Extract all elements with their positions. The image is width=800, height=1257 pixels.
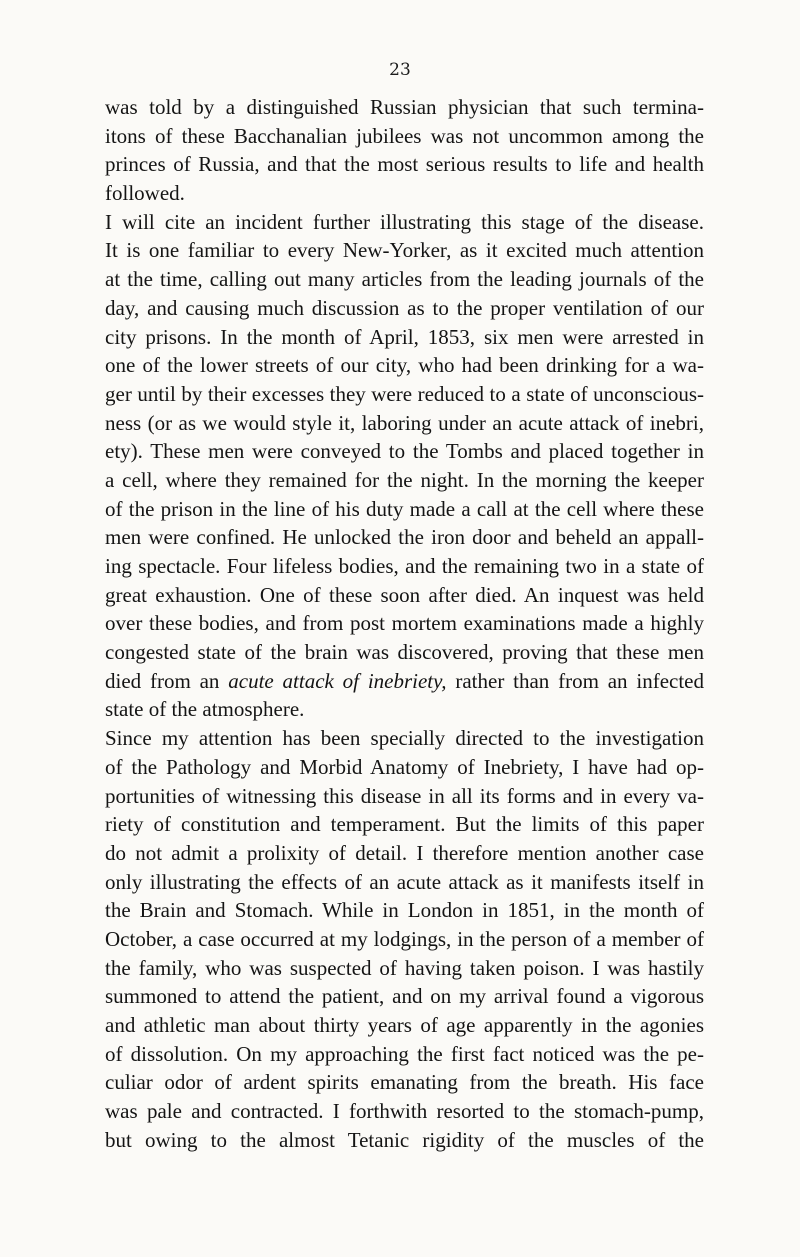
text-line: summoned to attend the patient, and on my arrival found a vigorous [105, 984, 704, 1009]
body-text [105, 93, 704, 1154]
text-line: was pale and contracted. I forthwith resorted to the stomach-pump, [105, 1099, 704, 1124]
text-segment: rather than from an infected [446, 668, 705, 693]
text-line: the family, who was suspected of having taken poison. I was hastily [105, 955, 704, 980]
text-line: day, and causing much discussion as to the proper ventilation of our [105, 295, 704, 320]
text-line: do not admit a prolixity of detail. I therefore mention another case [105, 840, 704, 865]
text-line: one of the lower streets of our city, who had been drinking for a wa- [105, 353, 704, 378]
text-line: but owing to the almost Tetanic rigidity of the muscles of the [105, 1127, 704, 1152]
text-line: and athletic man about thirty years of age apparently in the agonies [105, 1013, 704, 1037]
text-line: culiar odor of ardent spirits emanating from the breath. His face [105, 1070, 704, 1095]
text-line: great exhaustion. One of these soon after died. An inquest was held [105, 582, 704, 607]
text-line: ing spectacle. Four lifeless bodies, and the remaining two in a state of [105, 554, 704, 578]
italic-phrase: acute attack of inebriety, [228, 668, 447, 693]
text-line: Since my attention has been specially directed to the investigation [105, 726, 704, 751]
text-line: It is one familiar to every New-Yorker, as it excited much attention [105, 238, 704, 263]
text-line: only illustrating the effects of an acute attack as it manifests itself in [105, 869, 704, 894]
text-line: congested state of the brain was discovered, proving that these men [105, 640, 704, 665]
text-line: at the time, calling out many articles from the leading journals of the [105, 267, 704, 292]
text-line: ness (or as we would style it, laboring under an acute attack of inebri, [105, 410, 704, 435]
text-line: was told by a distinguished Russian physician that such termina- [105, 95, 704, 119]
text-line: of dissolution. On my approaching the first fact noticed was the pe- [105, 1041, 704, 1066]
text-line: the Brain and Stomach. While in London in 1851, in the month of [105, 898, 704, 923]
text-line: over these bodies, and from post mortem examinations made a highly [105, 611, 704, 636]
text-line: followed. [105, 181, 185, 206]
text-segment: died from an [105, 668, 229, 693]
text-line: ety). These men were conveyed to the Tombs and placed together in [105, 439, 704, 464]
text-line: portunities of witnessing this disease in all its forms and in every va- [105, 783, 704, 808]
text-line: October, a case occurred at my lodgings, in the person of a member of [105, 926, 704, 951]
text-line: of the prison in the line of his duty made a call at the cell where these [105, 496, 704, 521]
text-line: men were confined. He unlocked the iron door and beheld an appall- [105, 525, 704, 550]
text-line: ger until by their excesses they were reduced to a state of unconscious- [105, 381, 704, 406]
page-number: 23 [389, 60, 411, 80]
text-line-italic [105, 667, 704, 696]
text-line: princes of Russia, and that the most serious results to life and health [105, 152, 704, 177]
text-line: riety of constitution and temperament. But the limits of this paper [105, 812, 704, 837]
text-line: I will cite an incident further illustrating this stage of the disease. [105, 209, 704, 234]
text-line: of the Pathology and Morbid Anatomy of Inebriety, I have had op- [105, 754, 704, 779]
text-line: state of the atmosphere. [105, 697, 305, 722]
text-line: itons of these Bacchanalian jubilees was not uncommon among the [105, 123, 704, 148]
text-line: a cell, where they remained for the night. In the morning the keeper [105, 467, 704, 492]
text-line: city prisons. In the month of April, 1853, six men were arrested in [105, 324, 704, 349]
